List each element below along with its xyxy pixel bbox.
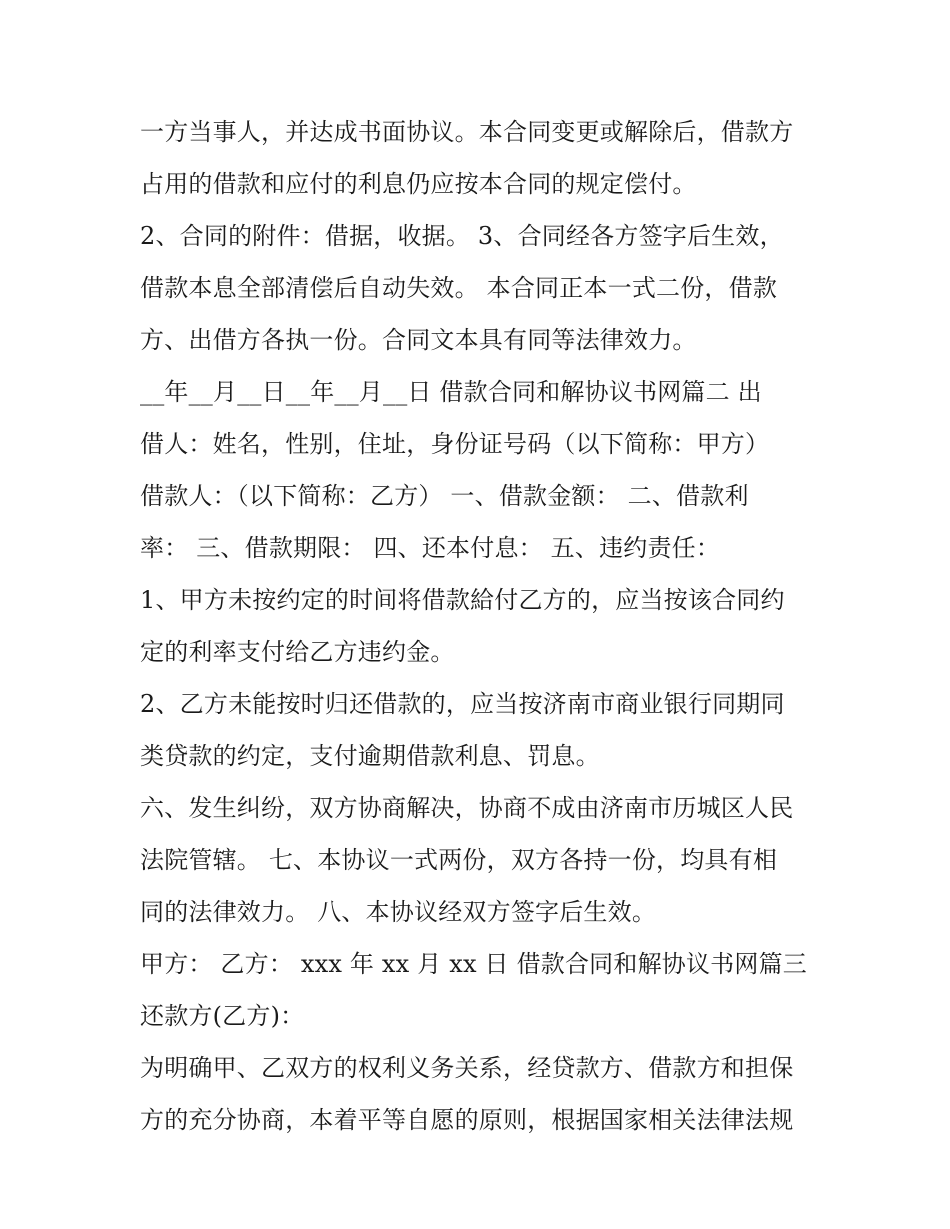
- text-line: 借人：姓名，性别，住址，身份证号码（以下简称：甲方）: [140, 430, 770, 458]
- text-line: 甲方： 乙方： xxx 年 xx 月 xx 日 借款合同和解协议书网篇三: [140, 950, 807, 978]
- text-line: 六、发生纠纷，双方协商解决，协商不成由济南市历城区人民: [140, 794, 794, 822]
- text-line: 方的充分协商，本着平等自愿的原则，根据国家相关法律法规: [140, 1106, 794, 1134]
- text-line: 2、合同的附件：借据，收据。 3、合同经各方签字后生效，: [140, 222, 784, 250]
- text-line: 借款本息全部清偿后自动失效。 本合同正本一式二份，借款: [140, 274, 778, 302]
- text-line: 定的利率支付给乙方违约金。: [140, 638, 455, 666]
- text-line: 一方当事人，并达成书面协议。本合同变更或解除后，借款方: [140, 118, 794, 146]
- text-line: 率： 三、借款期限： 四、还本付息： 五、违约责任：: [140, 534, 721, 562]
- text-line: 类贷款的约定，支付逾期借款利息、罚息。: [140, 742, 600, 770]
- text-line: __年__月__日__年__月__日 借款合同和解协议书网篇二 出: [140, 378, 762, 406]
- text-line: 2、乙方未能按时归还借款的，应当按济南市商业银行同期同: [140, 690, 785, 718]
- text-line: 占用的借款和应付的利息仍应按本合同的规定偿付。: [140, 170, 697, 198]
- text-line: 同的法律效力。 八、本协议经双方签字后生效。: [140, 898, 657, 926]
- text-line: 借款人：（以下简称：乙方） 一、借款金额： 二、借款利: [140, 482, 749, 510]
- text-line: 1、甲方未按约定的时间将借款給付乙方的，应当按该合同约: [140, 586, 785, 614]
- text-line: 方、出借方各执一份。合同文本具有同等法律效力。: [140, 326, 697, 354]
- text-line: 还款方(乙方)：: [140, 1002, 305, 1030]
- text-line: 为明确甲、乙双方的权利义务关系，经贷款方、借款方和担保: [140, 1054, 794, 1082]
- text-line: 法院管辖。 七、本协议一式两份，双方各持一份，均具有相: [140, 846, 778, 874]
- document-body: [140, 106, 830, 1146]
